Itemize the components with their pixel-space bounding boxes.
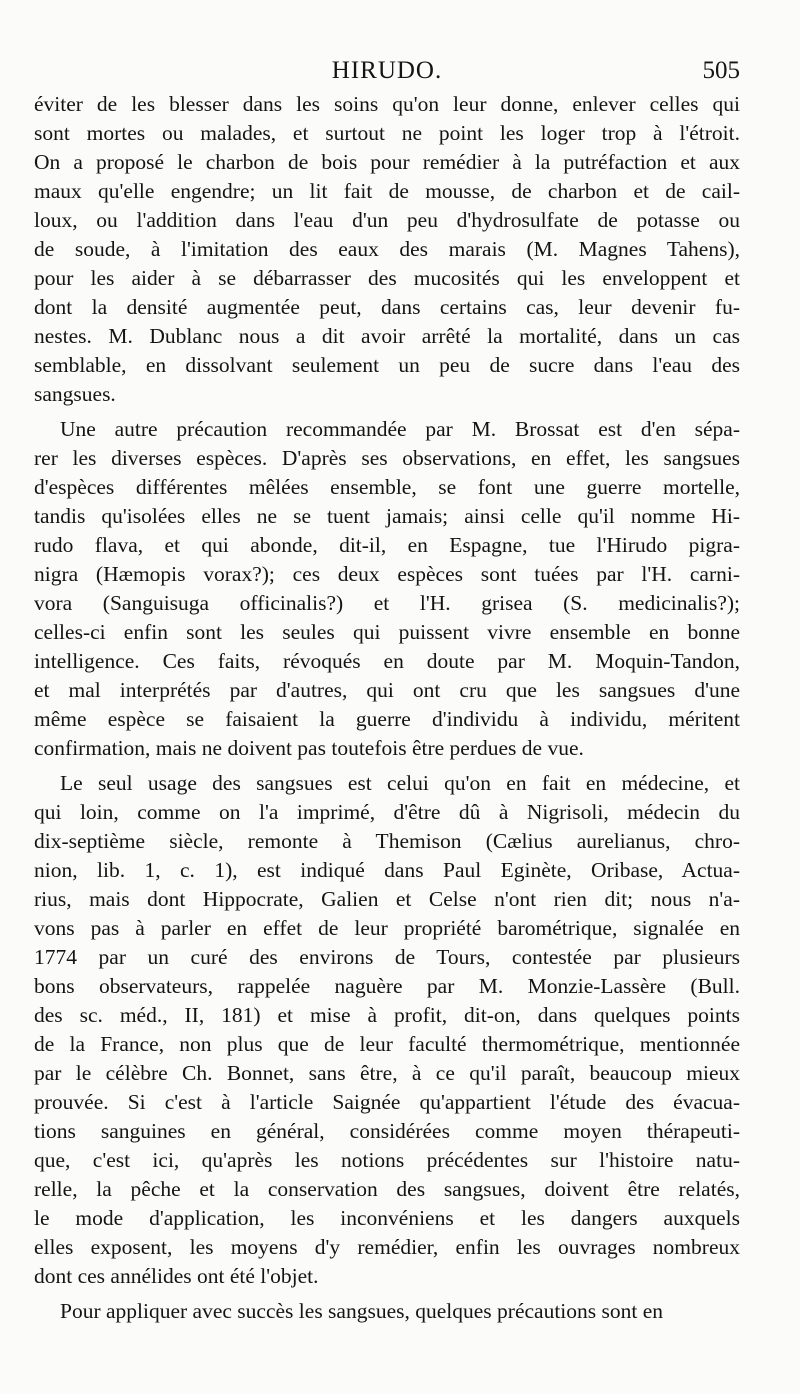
paragraph — [34, 1297, 740, 1326]
text-line: éviter de les blesser dans les soins qu'on leur donne, enlever celles qui — [34, 92, 740, 116]
text-line: des sc. méd., II, 181) et mise à profit, dit-on, dans quelques points — [34, 1003, 740, 1027]
text-line: sont mortes ou malades, et surtout ne point les loger trop à l'étroit. — [34, 121, 740, 145]
text-line: et mal interprétés par d'autres, qui ont cru que les sangsues d'une — [34, 678, 740, 702]
paragraph — [34, 415, 740, 763]
text-line: rudo flava, et qui abonde, dit-il, en Espagne, tue l'Hirudo pigra- — [34, 533, 740, 557]
text-line: semblable, en dissolvant seulement un peu de sucre dans l'eau des — [34, 353, 740, 377]
text-line: vora (Sanguisuga officinalis?) et l'H. grisea (S. medicinalis?); — [34, 591, 740, 615]
text-line: On a proposé le charbon de bois pour remédier à la putréfaction et aux — [34, 150, 740, 174]
text-line: tandis qu'isolées elles ne se tuent jamais; ainsi celle qu'il nomme Hi- — [34, 504, 740, 528]
text-line: dont ces annélides ont été l'objet. — [34, 1264, 319, 1288]
text-line: rer les diverses espèces. D'après ses observations, en effet, les sangsues — [34, 446, 740, 470]
text-line: elles exposent, les moyens d'y remédier, enfin les ouvrages nombreux — [34, 1235, 740, 1259]
text-line: Une autre précaution recommandée par M. Brossat est d'en sépa- — [60, 417, 740, 441]
page-header — [34, 57, 740, 91]
text-line: rius, mais dont Hippocrate, Galien et Celse n'ont rien dit; nous n'a- — [34, 887, 740, 911]
paragraph — [34, 90, 740, 409]
paragraph — [34, 769, 740, 1291]
body-text — [34, 90, 740, 1326]
text-line: confirmation, mais ne doivent pas toutefois être perdues de vue. — [34, 736, 584, 760]
text-line: maux qu'elle engendre; un lit fait de mousse, de charbon et de cail- — [34, 179, 740, 203]
running-title: HIRUDO. — [331, 57, 443, 84]
text-line: relle, la pêche et la conservation des sangsues, doivent être relatés, — [34, 1177, 740, 1201]
text-line: intelligence. Ces faits, révoqués en doute par M. Moquin-Tandon, — [34, 649, 740, 673]
paragraph-container — [34, 90, 740, 1326]
text-line: par le célèbre Ch. Bonnet, sans être, à ce qu'il paraît, beaucoup mieux — [34, 1061, 740, 1085]
text-line: Pour appliquer avec succès les sangsues, quelques précautions sont en — [60, 1299, 664, 1323]
text-line: loux, ou l'addition dans l'eau d'un peu d'hydrosulfate de potasse ou — [34, 208, 740, 232]
text-line: qui loin, comme on l'a imprimé, d'être dû à Nigrisoli, médecin du — [34, 800, 740, 824]
text-line: même espèce se faisaient la guerre d'individu à individu, méritent — [34, 707, 740, 731]
text-line: nigra (Hæmopis vorax?); ces deux espèces sont tuées par l'H. carni- — [34, 562, 740, 586]
text-line: de soude, à l'imitation des eaux des marais (M. Magnes Tahens), — [34, 237, 740, 261]
text-line: tions sanguines en général, considérées comme moyen thérapeuti- — [34, 1119, 740, 1143]
text-line: dont la densité augmentée peut, dans certains cas, leur devenir fu- — [34, 295, 740, 319]
text-line: Le seul usage des sangsues est celui qu'on en fait en médecine, et — [60, 771, 740, 795]
text-line: d'espèces différentes mêlées ensemble, se font une guerre mortelle, — [34, 475, 740, 499]
text-line: nestes. M. Dublanc nous a dit avoir arrêté la mortalité, dans un cas — [34, 324, 740, 348]
text-line: celles-ci enfin sont les seules qui puissent vivre ensemble en bonne — [34, 620, 740, 644]
text-line: que, c'est ici, qu'après les notions précédentes sur l'histoire natu- — [34, 1148, 740, 1172]
text-line: bons observateurs, rappelée naguère par M. Monzie-Lassère (Bull. — [34, 974, 740, 998]
text-line: de la France, non plus que de leur faculté thermométrique, mentionnée — [34, 1032, 740, 1056]
page-number: 505 — [702, 57, 740, 84]
text-line: prouvée. Si c'est à l'article Saignée qu'appartient l'étude des évacua- — [34, 1090, 740, 1114]
text-line: nion, lib. 1, c. 1), est indiqué dans Paul Eginète, Oribase, Actua- — [34, 858, 740, 882]
text-line: vons pas à parler en effet de leur propriété barométrique, signalée en — [34, 916, 740, 940]
text-line: pour les aider à se débarrasser des mucosités qui les enveloppent et — [34, 266, 740, 290]
text-line: 1774 par un curé des environs de Tours, contestée par plusieurs — [34, 945, 740, 969]
text-line: le mode d'application, les inconvéniens et les dangers auxquels — [34, 1206, 740, 1230]
text-line: dix-septième siècle, remonte à Themison (Cælius aurelianus, chro- — [34, 829, 740, 853]
text-line: sangsues. — [34, 382, 116, 406]
